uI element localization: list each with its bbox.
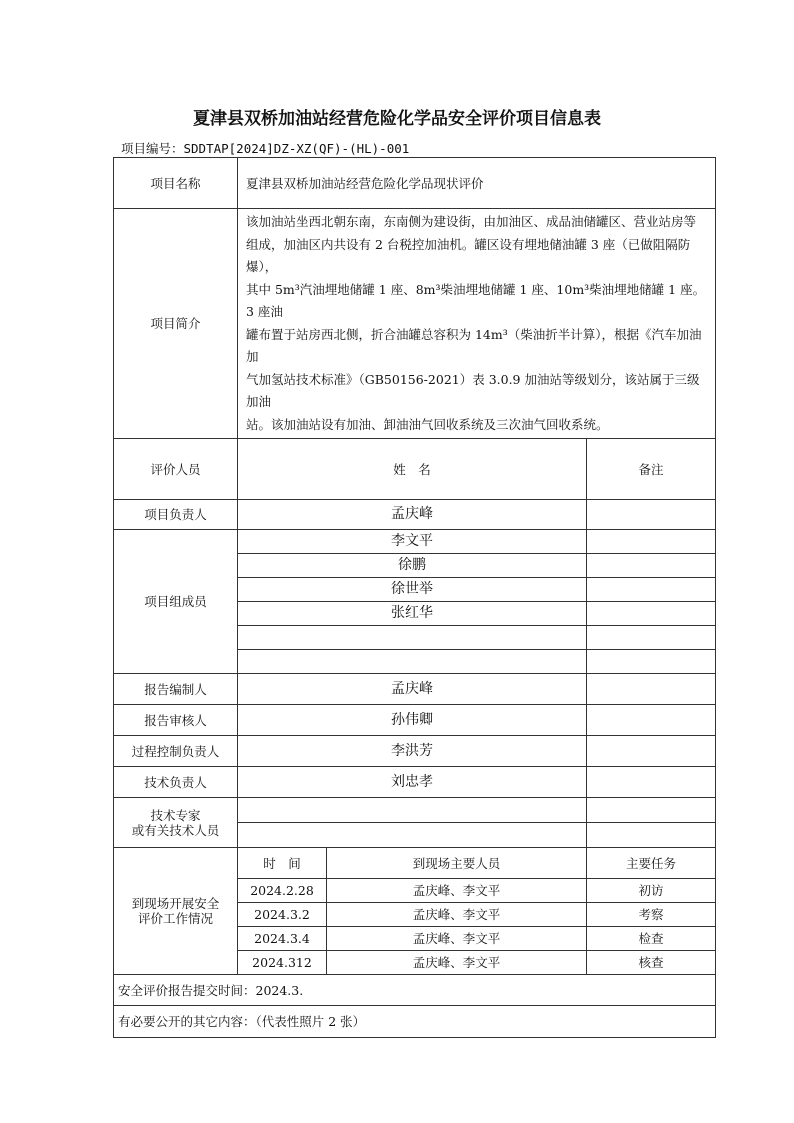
- visit-people: 孟庆峰、李文平: [327, 903, 587, 927]
- expert-name: [238, 823, 587, 848]
- project-intro-text: [238, 209, 716, 439]
- member-note: [587, 554, 716, 578]
- intro-line: 罐布置于站房西北侧，折合油罐总容积为 14m³（柴油折半计算），根据《汽车加油加: [246, 326, 702, 364]
- project-name-label: 项目名称: [114, 158, 238, 209]
- report-writer-row: [114, 674, 716, 705]
- leader-row: [114, 500, 716, 530]
- member-note: [587, 578, 716, 602]
- people-header: 到现场主要人员: [327, 848, 587, 879]
- other-content: 有必要公开的其它内容：（代表性照片 2 张）: [114, 1006, 716, 1038]
- member-row: [114, 530, 716, 554]
- tech-lead-note: [587, 767, 716, 798]
- report-writer-note: [587, 674, 716, 705]
- visit-people: 孟庆峰、李文平: [327, 879, 587, 903]
- project-number: 项目编号：SDDTAP[2024]DZ-XZ(QF)-(HL)-001: [121, 141, 410, 156]
- leader-name: 孟庆峰: [238, 500, 587, 530]
- member-name: 张红华: [238, 602, 587, 626]
- project-intro-label: 项目简介: [114, 209, 238, 439]
- process-control-note: [587, 736, 716, 767]
- project-name-row: [114, 158, 716, 209]
- intro-line: 其中 5m³汽油埋地储罐 1 座、8m³柴油埋地储罐 1 座、10m³柴油埋地储罐 1 座。3 座油: [246, 281, 706, 319]
- member-note: [587, 626, 716, 650]
- report-reviewer-note: [587, 705, 716, 736]
- process-control-row: [114, 736, 716, 767]
- member-note: [587, 530, 716, 554]
- site-work-label-line: 评价工作情况: [137, 911, 213, 926]
- member-name: 徐鹏: [238, 554, 587, 578]
- visit-people: 孟庆峰、李文平: [327, 927, 587, 951]
- visit-time: 2024.3.2: [238, 903, 327, 927]
- intro-line: 组成，加油区内共设有 2 台税控加油机。罐区设有埋地储油罐 3 座（已做阻隔防爆），: [246, 236, 691, 274]
- page-title: 夏津县双桥加油站经营危险化学品安全评价项目信息表: [193, 109, 601, 129]
- expert-note: [587, 798, 716, 823]
- note-header: 备注: [587, 439, 716, 500]
- members-role: 项目组成员: [114, 530, 238, 674]
- site-work-header-row: [114, 848, 716, 879]
- member-name: [238, 626, 587, 650]
- intro-line: 该加油站坐西北朝东南，东南侧为建设街，由加油区、成品油储罐区、营业站房等: [246, 214, 697, 229]
- member-note: [587, 650, 716, 674]
- visit-task: 初访: [587, 879, 716, 903]
- leader-note: [587, 500, 716, 530]
- tech-lead-row: [114, 767, 716, 798]
- intro-line: 站。该加油站设有加油、卸油油气回收系统及三次油气回收系统。: [246, 416, 609, 432]
- visit-task: 考察: [587, 903, 716, 927]
- intro-line: 气加氢站技术标准》（GB50156-2021）表 3.0.9 加油站等级划分，该站属于三级加油: [246, 371, 700, 409]
- member-name: 李文平: [238, 530, 587, 554]
- other-content-row: [114, 1006, 716, 1038]
- expert-note: [587, 823, 716, 848]
- tech-lead-role: 技术负责人: [114, 767, 238, 798]
- expert-name: [238, 798, 587, 823]
- name-header: 姓 名: [238, 439, 587, 500]
- submit-time: 安全评价报告提交时间：2024.3.: [114, 975, 716, 1006]
- visit-people: 孟庆峰、李文平: [327, 951, 587, 975]
- visit-time: 2024.312: [238, 951, 327, 975]
- process-control-name: 李洪芳: [238, 736, 587, 767]
- visit-task: 检查: [587, 927, 716, 951]
- info-table: [113, 157, 716, 1038]
- task-header: 主要任务: [587, 848, 716, 879]
- site-work-label: [114, 848, 238, 975]
- project-intro-row: [114, 209, 716, 439]
- evaluators-header: 评价人员: [114, 439, 238, 500]
- experts-role-line: 技术专家: [150, 807, 201, 823]
- report-reviewer-name: 孙伟卿: [238, 705, 587, 736]
- visit-time: 2024.3.4: [238, 927, 327, 951]
- member-name: [238, 650, 587, 674]
- report-reviewer-role: 报告审核人: [114, 705, 238, 736]
- site-work-label-line: 到现场开展安全: [131, 896, 220, 911]
- time-header: 时 间: [238, 848, 327, 879]
- experts-row: [114, 798, 716, 823]
- tech-lead-name: 刘忠孝: [238, 767, 587, 798]
- visit-task: 核查: [587, 951, 716, 975]
- member-name: 徐世举: [238, 578, 587, 602]
- report-writer-role: 报告编制人: [114, 674, 238, 705]
- member-note: [587, 602, 716, 626]
- personnel-header-row: [114, 439, 716, 500]
- visit-time: 2024.2.28: [238, 879, 327, 903]
- experts-role: [114, 798, 238, 848]
- leader-role: 项目负责人: [114, 500, 238, 530]
- project-name-value: 夏津县双桥加油站经营危险化学品现状评价: [238, 158, 716, 209]
- submit-time-row: [114, 975, 716, 1006]
- report-reviewer-row: [114, 705, 716, 736]
- experts-role-line: 或有关技术人员: [131, 822, 220, 838]
- report-writer-name: 孟庆峰: [238, 674, 587, 705]
- process-control-role: 过程控制负责人: [114, 736, 238, 767]
